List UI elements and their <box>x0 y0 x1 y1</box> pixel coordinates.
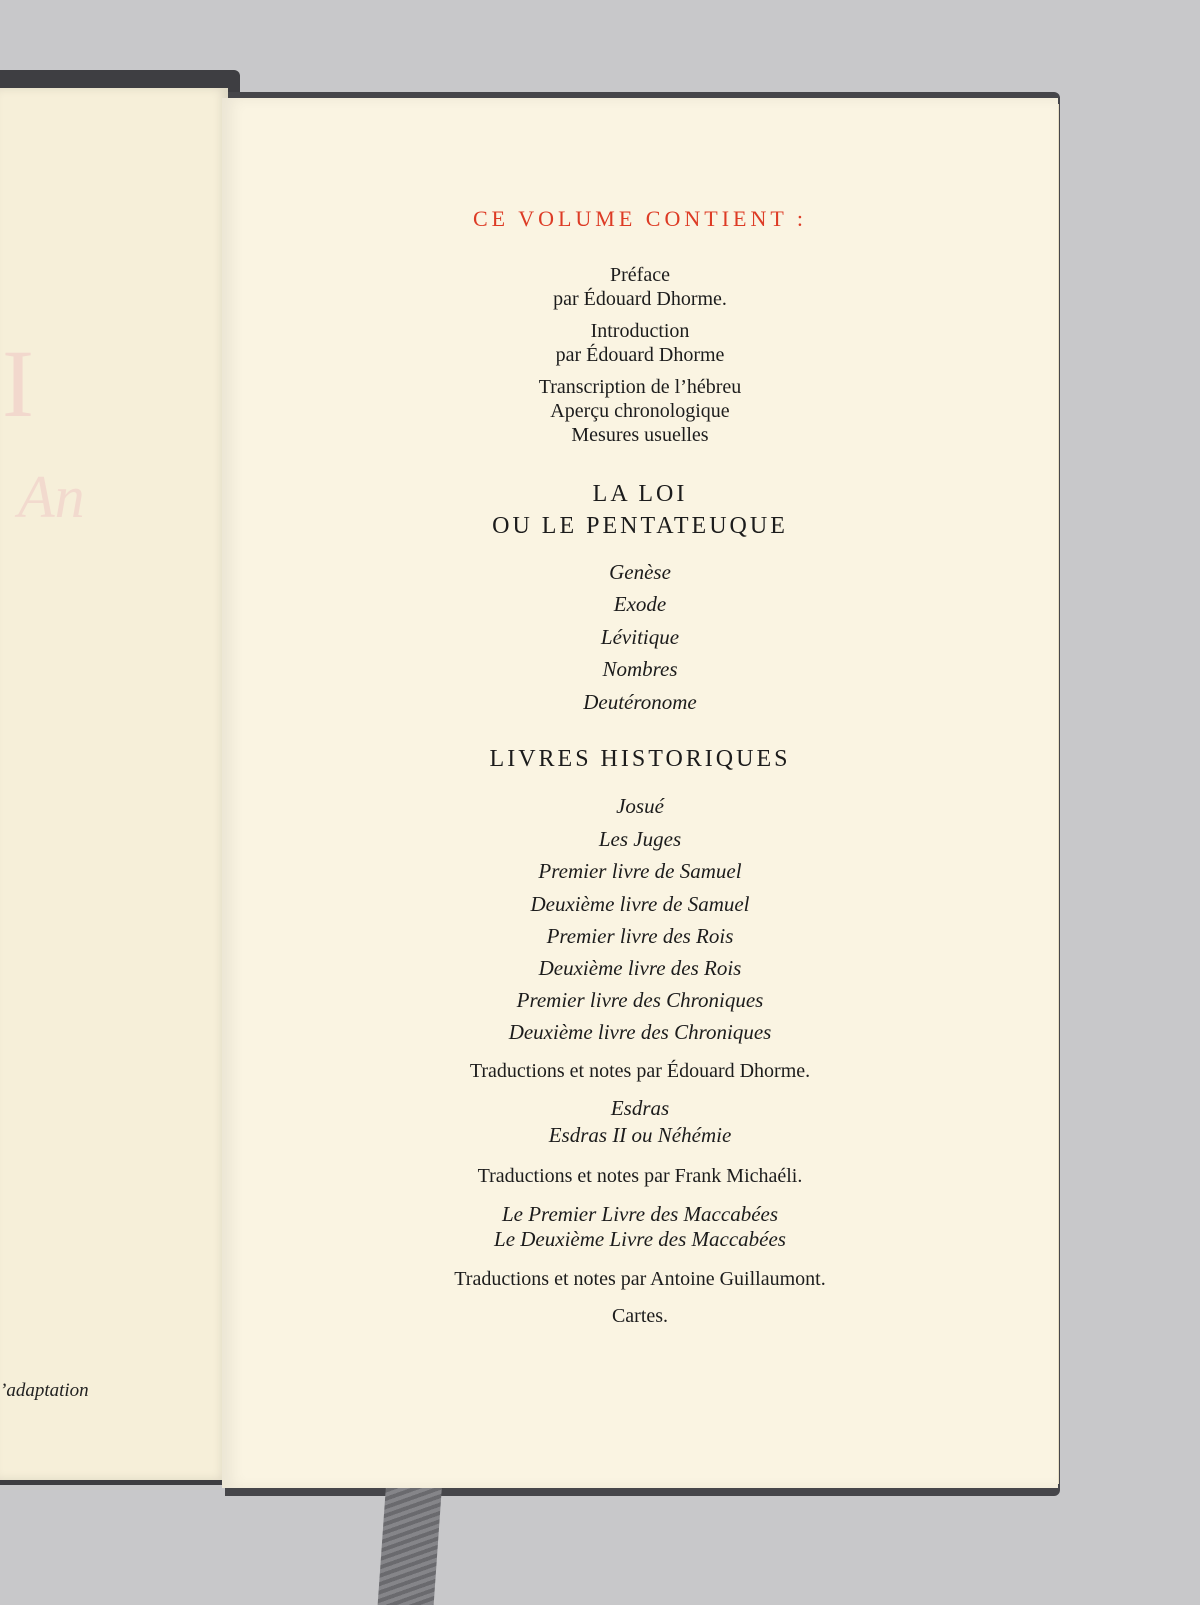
book-title: Nombres <box>602 657 678 681</box>
section-heading-law: LA LOI <box>592 481 688 507</box>
front-matter-item: par Édouard Dhorme <box>555 344 725 366</box>
book-title: Deutéronome <box>583 690 697 714</box>
translator-credit: Traductions et notes par Antoine Guillaumont. <box>454 1268 826 1290</box>
right-page <box>222 98 1058 1488</box>
book-title: Le Deuxième Livre des Maccabées <box>494 1227 786 1251</box>
translator-credit: Traductions et notes par Édouard Dhorme. <box>469 1060 811 1082</box>
bookmark-ribbon <box>378 1480 443 1605</box>
front-matter-item: Transcription de l’hébreu <box>538 376 742 398</box>
book-title: Lévitique <box>600 625 680 649</box>
book-title: Genèse <box>609 560 671 584</box>
left-page-footer-text: ’adaptation <box>0 1380 89 1401</box>
book-title: Le Premier Livre des Maccabées <box>501 1202 779 1226</box>
book-title: Deuxième livre de Samuel <box>530 892 750 916</box>
book-title: Les Juges <box>598 827 682 851</box>
book-title: Deuxième livre des Chroniques <box>508 1020 772 1044</box>
front-matter-item: Aperçu chronologique <box>550 400 730 422</box>
book-title: Esdras <box>610 1096 670 1120</box>
book-title: Josué <box>616 794 664 818</box>
front-matter-item: Mesures usuelles <box>571 424 709 446</box>
front-matter-item: Préface <box>610 264 670 286</box>
maps-item: Cartes. <box>611 1305 669 1327</box>
book-title: Premier livre des Rois <box>546 924 734 948</box>
book-title: Premier livre des Chroniques <box>516 988 764 1012</box>
book-title: Deuxième livre des Rois <box>538 956 742 980</box>
section-heading-history: LIVRES HISTORIQUES <box>489 746 791 772</box>
book-title: Esdras II ou Néhémie <box>548 1123 732 1147</box>
contents-heading: CE VOLUME CONTIENT : <box>472 206 807 231</box>
front-matter-item: par Édouard Dhorme. <box>553 288 727 310</box>
translator-credit: Traductions et notes par Frank Michaéli. <box>477 1165 803 1187</box>
left-page <box>0 88 228 1480</box>
book-title: Exode <box>613 592 667 616</box>
left-page-bleed-title: I <box>2 330 34 437</box>
front-matter-item: Introduction <box>590 320 690 342</box>
section-heading-pentateuch: OU LE PENTATEUQUE <box>492 513 788 539</box>
left-page-bleed-subtitle: An <box>18 464 85 530</box>
book-title: Premier livre de Samuel <box>538 859 742 883</box>
